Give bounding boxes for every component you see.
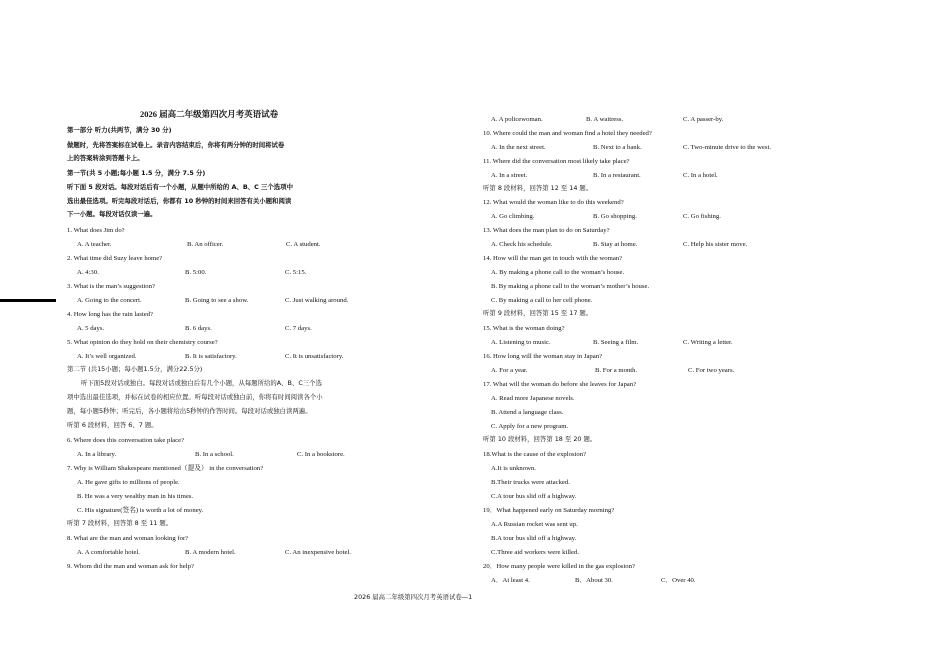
material-10-note: 听第 10 段材料，回答第 18 至 20 题。 bbox=[483, 435, 597, 443]
q13-option-c: C. Help his sister move. bbox=[683, 241, 748, 248]
q18-option-c: C.A tour bus slid off a highway. bbox=[491, 493, 577, 500]
q10-option-c: C. Two-minute drive to the west. bbox=[683, 144, 772, 151]
question-16: 16. How long will the woman stay in Japan? bbox=[483, 353, 603, 360]
q12-option-b: B. Go shopping. bbox=[593, 213, 637, 220]
q11-option-b: B. In a restaurant. bbox=[593, 172, 641, 179]
q19-option-c: C.Three aid workers were killed. bbox=[491, 549, 580, 556]
q6-option-b: B. In a school. bbox=[195, 451, 234, 458]
q6-option-a: A. In a library. bbox=[77, 451, 117, 458]
q9-option-b: B. A waitress. bbox=[586, 116, 624, 123]
question-1: 1. What does Jim do? bbox=[67, 227, 125, 234]
q19-option-b: B.A tour bus slid off a highway. bbox=[491, 535, 577, 542]
material-6-note: 听第 6 段材料，回答 6、7 题。 bbox=[67, 421, 158, 429]
q16-option-c: C. For two years. bbox=[688, 367, 735, 374]
section1-heading: 第一节(共 5 小题;每小题 1.5 分，满分 7.5 分) bbox=[67, 169, 206, 177]
material-9-note: 听第 9 段材料，回答第 15 至 17 题。 bbox=[483, 309, 593, 317]
q2-option-c: C. 5:15. bbox=[285, 269, 307, 276]
q3-option-c: C. Just walking around. bbox=[285, 297, 349, 304]
question-5: 5. What opinion do they hold on their chemistry course? bbox=[67, 339, 218, 346]
q19-option-a: A.A Russian rocket was sent up. bbox=[491, 521, 578, 528]
question-17: 17. What will the woman do before she leaves for Japan? bbox=[483, 381, 637, 388]
q17-option-a: A. Read more Japanese novels. bbox=[491, 395, 575, 402]
q2-option-a: A. 4:30. bbox=[77, 269, 99, 276]
q17-option-c: C. Apply for a new program. bbox=[491, 423, 569, 430]
material-7-note: 听第 7 段材料，回答第 8 至 11 题。 bbox=[67, 519, 173, 527]
q14-option-b: B. By making a phone call to the woman’s mother’s house. bbox=[491, 283, 650, 290]
q18-option-b: B.Their trucks were attacked. bbox=[491, 479, 570, 486]
exam-title: 2026 届高二年级第四次月考英语试卷 bbox=[140, 109, 279, 119]
q8-option-a: A. A comfortable hotel. bbox=[77, 549, 140, 556]
q10-option-a: A. In the next street. bbox=[491, 144, 546, 151]
section2-instruction-2: 项中选出最佳选项，并标在试卷的相应位置。听每段对话或独白前，你将有时间阅读各个小 bbox=[67, 393, 323, 401]
q14-option-c: C. By making a call to her cell phone. bbox=[491, 297, 593, 304]
q20-option-c: C．Over 40. bbox=[661, 577, 696, 584]
q9-option-a: A. A policewoman. bbox=[491, 116, 543, 123]
q2-option-b: B. 5:00. bbox=[185, 269, 207, 276]
q11-option-a: A. In a street. bbox=[491, 172, 528, 179]
q10-option-b: B. Next to a bank. bbox=[593, 144, 642, 151]
q8-option-b: B. A modern hotel. bbox=[185, 549, 236, 556]
question-13: 13. What does the man plan to do on Saturday? bbox=[483, 227, 610, 234]
q3-option-a: A. Going to the concert. bbox=[77, 297, 142, 304]
part1-heading: 第一部分 听力(共两节，满分 30 分) bbox=[67, 126, 172, 134]
question-3: 3. What is the man’s suggestion? bbox=[67, 283, 155, 290]
q1-option-c: C. A student. bbox=[286, 241, 321, 248]
q15-option-b: B. Seeing a film. bbox=[593, 339, 639, 346]
q5-option-b: B. It is satisfactory. bbox=[185, 353, 237, 360]
question-14: 14. How will the man get in touch with the woman? bbox=[483, 255, 623, 262]
material-8-note: 听第 8 段材料，回答第 12 至 14 题。 bbox=[483, 184, 593, 192]
q17-option-b: B. Attend a language class. bbox=[491, 409, 564, 416]
q15-option-c: C. Writing a letter. bbox=[683, 339, 733, 346]
question-19: 19．What happened early on Saturday morning? bbox=[483, 507, 615, 514]
q5-option-a: A. It’s well organized. bbox=[77, 353, 137, 360]
question-12: 12. What would the woman like to do this weekend? bbox=[483, 199, 624, 206]
q20-option-a: A．At least 4. bbox=[491, 577, 530, 584]
section2-instruction-3: 题，每小题5秒钟；听完后，各小题将给出5秒钟的作答时间。每段对话或独白读两遍。 bbox=[67, 407, 312, 415]
q1-option-a: A. A teacher. bbox=[77, 241, 112, 248]
question-15: 15. What is the woman doing? bbox=[483, 325, 565, 332]
q8-option-c: C. An inexpensive hotel. bbox=[285, 549, 351, 556]
q20-option-b: B．About 30. bbox=[575, 577, 613, 584]
q12-option-a: A. Go climbing. bbox=[491, 213, 535, 220]
q13-option-a: A. Check his schedule. bbox=[491, 241, 553, 248]
question-20: 20．How many people were killed in the gas explosion? bbox=[483, 563, 635, 570]
q3-option-b: B. Going to see a show. bbox=[185, 297, 249, 304]
section1-instruction-1: 听下面 5 段对话。每段对话后有一个小题，从题中所给的 A、B、C 三个选项中 bbox=[67, 183, 293, 191]
q6-option-c: C. In a bookstore. bbox=[297, 451, 345, 458]
question-11: 11. Where did the conversation most likely take place? bbox=[483, 158, 630, 165]
q11-option-c: C. In a hotel. bbox=[683, 172, 718, 179]
q18-option-a: A.It is unknown. bbox=[491, 465, 536, 472]
q4-option-c: C. 7 days. bbox=[285, 325, 312, 332]
part1-instruction-1: 做题时，先将答案标在试卷上。录音内容结束后，你将有两分钟的时间将试卷 bbox=[67, 141, 285, 149]
question-4: 4. How long has the rain lasted? bbox=[67, 311, 153, 318]
page-footer: 2026 届高二年级第四次月考英语试卷—1 bbox=[354, 593, 473, 601]
q15-option-a: A. Listening to music. bbox=[491, 339, 551, 346]
question-10: 10. Where could the man and woman find a hotel they needed? bbox=[483, 130, 652, 137]
section2-heading: 第二节 (共15小题；每小题1.5分，满分22.5分) bbox=[67, 365, 203, 373]
q12-option-c: C. Go fishing. bbox=[683, 213, 721, 220]
section1-instruction-2: 选出最佳选项。听完每段对话后，你都有 10 秒钟的时间来回答有关小题和阅读 bbox=[67, 197, 292, 205]
q5-option-c: C. It is unsatisfactory. bbox=[285, 353, 344, 360]
q16-option-a: A. For a year. bbox=[491, 367, 528, 374]
q4-option-a: A. 5 days. bbox=[77, 325, 105, 332]
section1-instruction-3: 下一小题。每段对话仅读一遍。 bbox=[67, 210, 157, 218]
q7-option-b: B. He was a very wealthy man in his times. bbox=[77, 493, 194, 500]
q4-option-b: B. 6 days. bbox=[185, 325, 212, 332]
question-6: 6. Where does this conversation take place? bbox=[67, 437, 185, 444]
question-7: 7. Why is William Shakespeare mentioned（提及） in the conversation? bbox=[67, 465, 264, 472]
section2-instruction-1: 听下面5段对话或独白。每段对话或独白后有几个小题，从每题所给的A、B、C三个选 bbox=[81, 379, 322, 387]
binding-margin-mark bbox=[0, 299, 56, 302]
question-2: 2. What time did Suzy leave home? bbox=[67, 255, 163, 262]
q7-option-c: C. His signature(签名) is worth a lot of money. bbox=[77, 507, 204, 514]
q9-option-c: C. A passer-by. bbox=[683, 116, 724, 123]
q7-option-a: A. He gave gifts to millions of people. bbox=[77, 479, 180, 486]
q13-option-b: B. Stay at home. bbox=[593, 241, 638, 248]
question-18: 18.What is the cause of the explosion? bbox=[483, 451, 587, 458]
question-9: 9. Whom did the man and woman ask for help? bbox=[67, 563, 194, 570]
q16-option-b: B. For a month. bbox=[595, 367, 638, 374]
q1-option-b: B. An officer. bbox=[187, 241, 224, 248]
part1-instruction-2: 上的答案转涂到答题卡上。 bbox=[67, 154, 144, 162]
q14-option-a: A. By making a phone call to the woman’s house. bbox=[491, 269, 625, 276]
question-8: 8. What are the man and woman looking for? bbox=[67, 535, 189, 542]
